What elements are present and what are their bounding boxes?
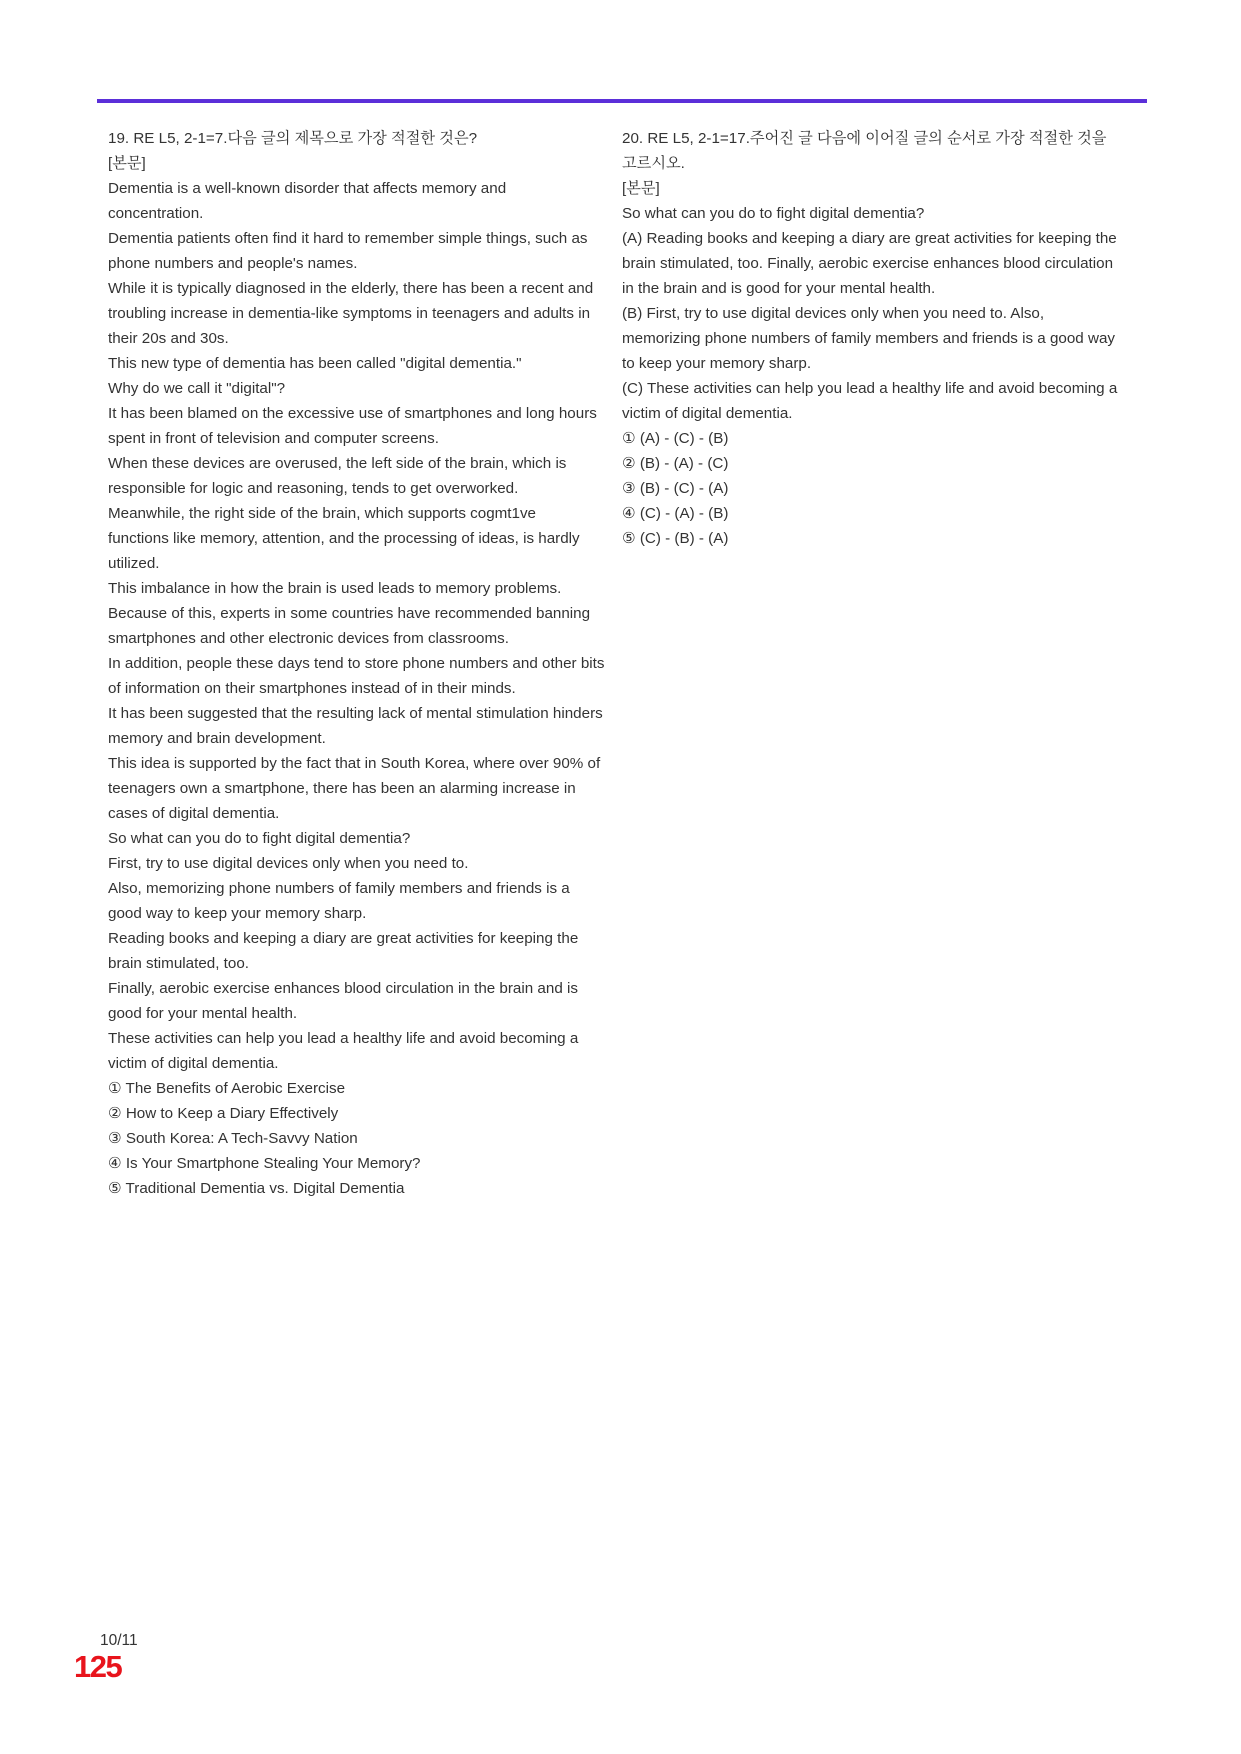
passage-line: memory and brain development. xyxy=(108,730,326,747)
passage-line: Reading books and keeping a diary are great activities for keeping the xyxy=(108,930,579,947)
passage-line: brain stimulated, too. Finally, aerobic exercise enhances blood circulation xyxy=(622,255,1114,272)
passage-line: memorizing phone numbers of family members and friends is a good way xyxy=(622,330,1115,347)
passage-line: brain stimulated, too. xyxy=(108,955,249,972)
heading-line: 고르시오. xyxy=(622,155,685,172)
passage-line: Because of this, experts in some countries have recommended banning xyxy=(108,605,591,622)
passage-line: their 20s and 30s. xyxy=(108,330,229,347)
passage-line: concentration. xyxy=(108,205,204,222)
answer-option-5: ⑤ Traditional Dementia vs. Digital Dementia xyxy=(108,1180,405,1197)
passage-line: in the brain and is good for your mental health. xyxy=(622,280,936,297)
passage-line: When these devices are overused, the left side of the brain, which is xyxy=(108,455,567,472)
passage-line: Dementia is a well-known disorder that affects memory and xyxy=(108,180,507,197)
page-fraction: 10/11 xyxy=(100,1632,138,1649)
page-number: 125 xyxy=(74,1649,122,1684)
passage-line: In addition, people these days tend to store phone numbers and other bits xyxy=(108,655,605,672)
passage-line: smartphones and other electronic devices from classrooms. xyxy=(108,630,509,647)
passage-line: Why do we call it "digital"? xyxy=(108,380,286,397)
passage-line: This idea is supported by the fact that in South Korea, where over 90% of xyxy=(108,755,601,772)
passage-line: (C) These activities can help you lead a healthy life and avoid becoming a xyxy=(622,380,1118,397)
passage-line: While it is typically diagnosed in the elderly, there has been a recent and xyxy=(108,280,594,297)
answer-option-5: ⑤ (C) - (B) - (A) xyxy=(622,530,729,547)
answer-option-3: ③ South Korea: A Tech-Savvy Nation xyxy=(108,1130,358,1147)
passage-line: responsible for logic and reasoning, tends to get overworked. xyxy=(108,480,519,497)
question-20-heading xyxy=(622,126,1137,176)
passage-line: It has been suggested that the resulting lack of mental stimulation hinders xyxy=(108,705,603,722)
passage-line: These activities can help you lead a healthy life and avoid becoming a xyxy=(108,1030,579,1047)
body-label: [본문] xyxy=(108,155,146,172)
passage-line: utilized. xyxy=(108,555,160,572)
question-20-options xyxy=(622,426,1137,551)
passage-line: It has been blamed on the excessive use of smartphones and long hours xyxy=(108,405,597,422)
passage-line: victim of digital dementia. xyxy=(622,405,793,422)
question-19 xyxy=(108,126,613,1201)
body-label: [본문] xyxy=(622,180,660,197)
answer-option-1: ① (A) - (C) - (B) xyxy=(622,430,729,447)
passage-line: of information on their smartphones instead of in their minds. xyxy=(108,680,516,697)
passage-line: good way to keep your memory sharp. xyxy=(108,905,367,922)
passage-a xyxy=(622,226,1137,301)
passage-line: to keep your memory sharp. xyxy=(622,355,812,372)
passage-line: This imbalance in how the brain is used leads to memory problems. xyxy=(108,580,562,597)
question-19-passage xyxy=(108,176,613,1076)
answer-option-1: ① The Benefits of Aerobic Exercise xyxy=(108,1080,346,1097)
passage-line: victim of digital dementia. xyxy=(108,1055,279,1072)
passage-line: good for your mental health. xyxy=(108,1005,298,1022)
passage-line: (A) Reading books and keeping a diary are great activities for keeping the xyxy=(622,230,1117,247)
passage-line: (B) First, try to use digital devices only when you need to. Also, xyxy=(622,305,1045,322)
passage-line: troubling increase in dementia-like symptoms in teenagers and adults in xyxy=(108,305,591,322)
passage-line: spent in front of television and computer screens. xyxy=(108,430,439,447)
question-20 xyxy=(622,126,1137,551)
heading-line: 20. RE L5, 2-1=17.주어진 글 다음에 이어질 글의 순서로 가장 적절한 것을 xyxy=(622,130,1107,147)
header-rule xyxy=(97,99,1147,103)
passage-line: So what can you do to fight digital dementia? xyxy=(108,830,411,847)
passage-line: phone numbers and people's names. xyxy=(108,255,358,272)
answer-option-2: ② How to Keep a Diary Effectively xyxy=(108,1105,339,1122)
passage-b xyxy=(622,301,1137,376)
passage-line: Also, memorizing phone numbers of family members and friends is a xyxy=(108,880,570,897)
passage-line: cases of digital dementia. xyxy=(108,805,280,822)
question-19-heading: 19. RE L5, 2-1=7.다음 글의 제목으로 가장 적절한 것은? xyxy=(108,130,478,147)
passage-line: teenagers own a smartphone, there has been an alarming increase in xyxy=(108,780,576,797)
passage-line: Finally, aerobic exercise enhances blood circulation in the brain and is xyxy=(108,980,578,997)
answer-option-4: ④ (C) - (A) - (B) xyxy=(622,505,729,522)
question-19-options xyxy=(108,1076,613,1201)
given-sentence: So what can you do to fight digital dementia? xyxy=(622,205,925,222)
passage-line: This new type of dementia has been called "digital dementia." xyxy=(108,355,522,372)
passage-line: Meanwhile, the right side of the brain, which supports cogmt1ve xyxy=(108,505,537,522)
passage-line: functions like memory, attention, and the processing of ideas, is hardly xyxy=(108,530,580,547)
passage-line: First, try to use digital devices only when you need to. xyxy=(108,855,469,872)
answer-option-3: ③ (B) - (C) - (A) xyxy=(622,480,729,497)
passage-line: Dementia patients often find it hard to remember simple things, such as xyxy=(108,230,588,247)
answer-option-2: ② (B) - (A) - (C) xyxy=(622,455,729,472)
passage-c xyxy=(622,376,1137,426)
answer-option-4: ④ Is Your Smartphone Stealing Your Memory? xyxy=(108,1155,421,1172)
